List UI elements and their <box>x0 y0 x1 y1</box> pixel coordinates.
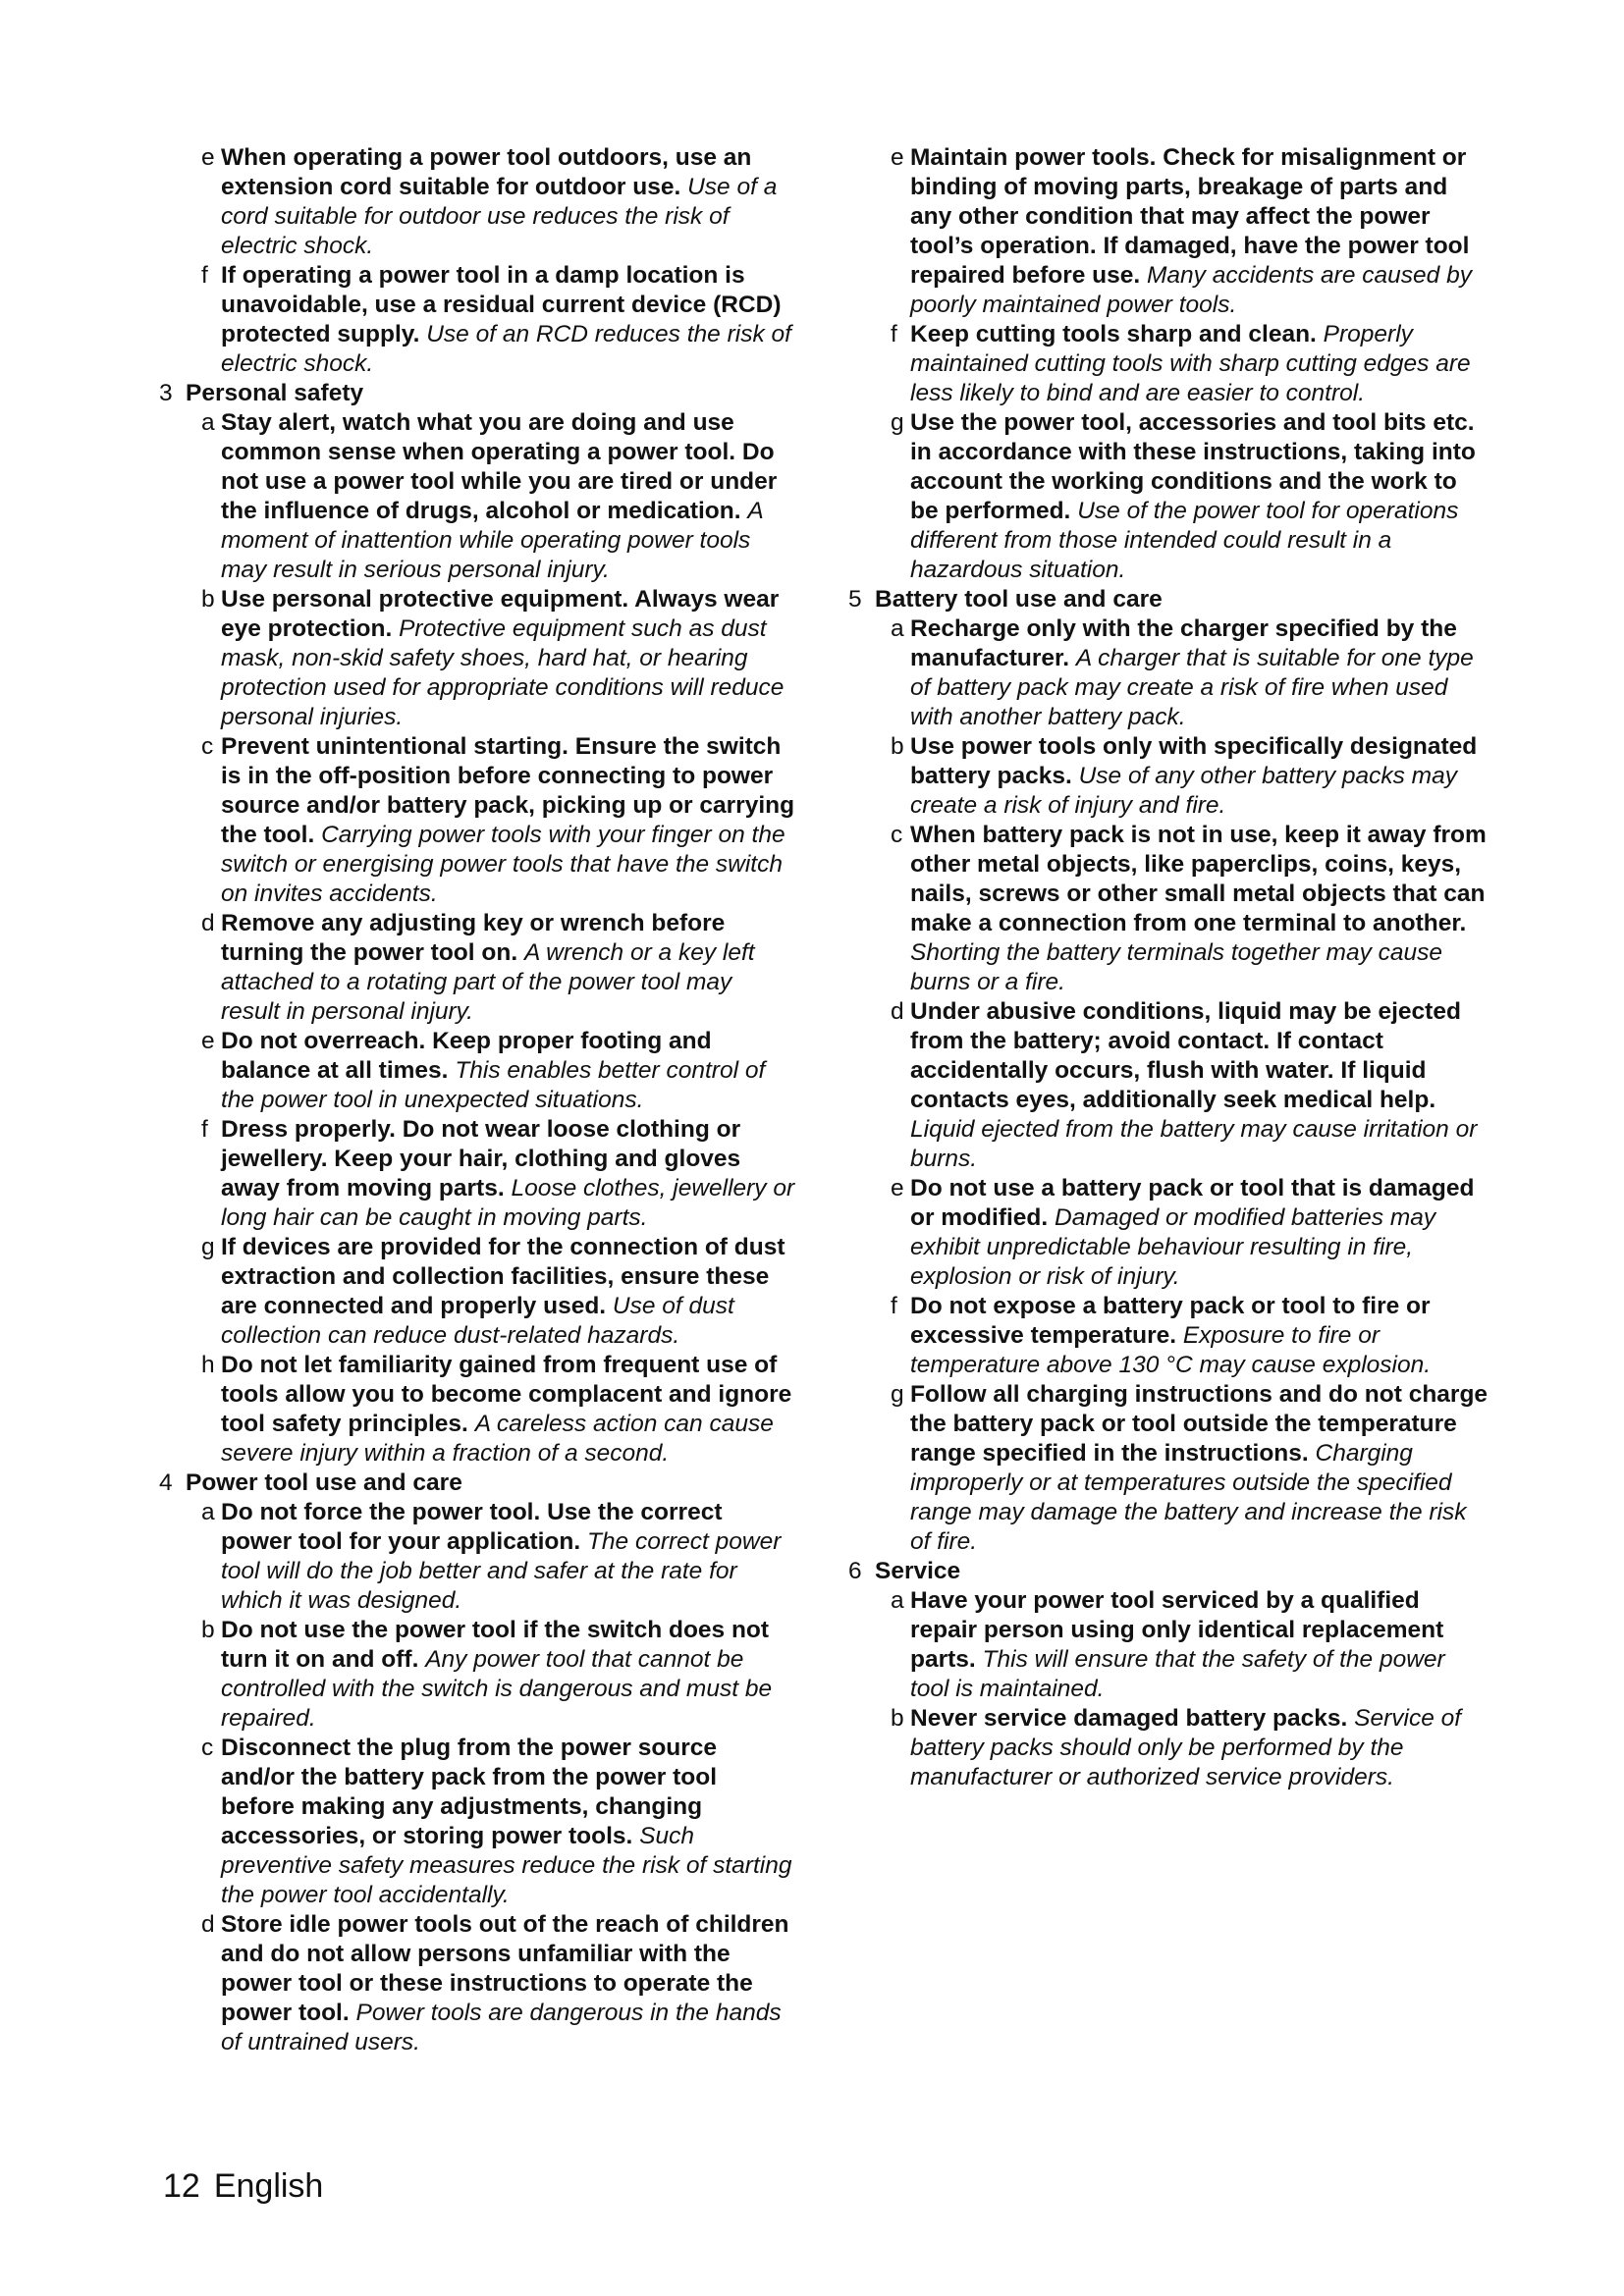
item-body <box>910 614 1490 732</box>
item-instruction: Never service damaged battery packs. <box>910 1705 1348 1732</box>
item-letter: c <box>201 733 214 760</box>
section <box>159 1468 795 2057</box>
list-item <box>891 320 1490 408</box>
item-letter: d <box>201 1911 215 1938</box>
item-letter: b <box>891 1705 904 1732</box>
item-letter: c <box>891 822 903 848</box>
section-number: 5 <box>848 586 862 613</box>
item-explanation: Protective equipment such as dust mask, non-skid safety shoes, hard hat, or hearing protection used for appropriate conditions will reduce personal injuries. <box>221 615 785 730</box>
item-letter: a <box>201 1499 215 1525</box>
item-instruction: Do not let familiarity gained from frequent use of tools allow you to become complacent and ignore tool safety principles. <box>221 1352 792 1437</box>
item-body <box>910 997 1490 1174</box>
list-item <box>201 143 795 261</box>
section <box>848 1557 1490 1792</box>
list-item <box>201 1910 795 2057</box>
list-item <box>891 997 1490 1174</box>
item-explanation: Such preventive safety measures reduce the risk of starting the power tool accidentally. <box>221 1823 792 1908</box>
list-item <box>201 585 795 732</box>
item-instruction: Store idle power tools out of the reach of children and do not allow persons unfamiliar with the power tool or these instructions to operate the power tool. <box>221 1911 789 2026</box>
list-item <box>201 1734 795 1910</box>
list-item <box>201 909 795 1027</box>
item-instruction: Do not expose a battery pack or tool to fire or excessive temperature. <box>910 1293 1431 1349</box>
item-instruction: Do not force the power tool. Use the correct power tool for your application. <box>221 1499 723 1555</box>
item-explanation: Liquid ejected from the battery may cause irritation or burns. <box>910 1116 1478 1172</box>
item-body <box>910 1586 1490 1704</box>
list-item <box>891 1380 1490 1557</box>
item-body <box>910 1704 1490 1792</box>
item-letter: a <box>891 615 904 642</box>
item-letter: g <box>891 409 904 436</box>
item-explanation: Power tools are dangerous in the hands of untrained users. <box>221 2000 782 2056</box>
item-instruction: Recharge only with the charger specified by the manufacturer. <box>910 615 1457 671</box>
page-footer <box>163 2166 337 2206</box>
item-body <box>221 732 795 909</box>
item-letter: d <box>201 910 215 936</box>
list-item <box>891 143 1490 320</box>
list-item <box>891 408 1490 585</box>
item-letter: a <box>201 409 215 436</box>
item-explanation: Shorting the battery terminals together may cause burns or a fire. <box>910 939 1443 995</box>
item-letter: e <box>891 144 904 171</box>
item-letter: e <box>201 144 215 171</box>
item-body <box>910 143 1490 320</box>
item-body <box>910 732 1490 821</box>
item-explanation: Damaged or modified batteries may exhibit unpredictable behaviour resulting in fire, explosion or risk of injury. <box>910 1204 1436 1290</box>
item-letter: f <box>201 1116 208 1143</box>
section-title: Battery tool use and care <box>875 586 1163 613</box>
item-letter: b <box>891 733 904 760</box>
item-instruction: If operating a power tool in a damp location is unavoidable, use a residual current device (RCD) protected supply. <box>221 262 782 347</box>
item-explanation: Loose clothes, jewellery or long hair can be caught in moving parts. <box>221 1175 795 1231</box>
item-body <box>910 408 1490 585</box>
item-body <box>221 143 795 261</box>
footer-language: English <box>213 2167 324 2205</box>
item-letter: c <box>201 1735 214 1761</box>
item-instruction: Have your power tool serviced by a qualified repair person using only identical replacement parts. <box>910 1587 1444 1673</box>
item-body <box>221 1115 795 1233</box>
item-letter: b <box>201 586 215 613</box>
item-instruction: Prevent unintentional starting. Ensure the switch is in the off-position before connecting to power source and/or battery pack, picking up or carrying the tool. <box>221 733 795 848</box>
item-explanation: Use of the power tool for operations different from those intended could result in a hazardous situation. <box>910 498 1459 583</box>
item-explanation: Exposure to fire or temperature above 130 °C may cause explosion. <box>910 1322 1432 1378</box>
item-body <box>221 1027 795 1115</box>
item-explanation: Use of a cord suitable for outdoor use reduces the risk of electric shock. <box>221 174 778 259</box>
section-number: 6 <box>848 1558 862 1584</box>
item-letter: g <box>891 1381 904 1408</box>
item-explanation: Use of an RCD reduces the risk of electric shock. <box>221 321 791 377</box>
item-letter: f <box>891 1293 897 1319</box>
item-instruction: Do not use a battery pack or tool that is damaged or modified. <box>910 1175 1475 1231</box>
item-explanation: Service of battery packs should only be performed by the manufacturer or authorized service providers. <box>910 1705 1462 1790</box>
item-body <box>221 909 795 1027</box>
list-item <box>201 732 795 909</box>
list-item <box>891 1586 1490 1704</box>
list-item <box>201 408 795 585</box>
list-item <box>201 1351 795 1468</box>
item-body <box>221 1734 795 1910</box>
item-instruction: Dress properly. Do not wear loose clothing or jewellery. Keep your hair, clothing and gloves away from moving parts. <box>221 1116 741 1201</box>
item-instruction: Maintain power tools. Check for misalignment or binding of moving parts, breakage of parts and any other condition that may affect the power tool’s operation. If damaged, have the power tool repaired before use. <box>910 144 1470 289</box>
item-letter: g <box>201 1234 215 1260</box>
item-body <box>910 1292 1490 1380</box>
item-body <box>910 320 1490 408</box>
right-column <box>848 143 1490 1792</box>
list-item <box>201 1027 795 1115</box>
item-explanation: This will ensure that the safety of the power tool is maintained. <box>910 1646 1445 1702</box>
item-explanation: Use of dust collection can reduce dust-related hazards. <box>221 1293 734 1349</box>
page-number: 12 <box>163 2167 200 2205</box>
item-instruction: Use personal protective equipment. Always wear eye protection. <box>221 586 780 642</box>
section-title: Service <box>875 1558 961 1584</box>
item-body <box>910 1174 1490 1292</box>
item-explanation: Any power tool that cannot be controlled with the switch is dangerous and must be repaired. <box>221 1646 773 1732</box>
item-explanation: This enables better control of the power tool in unexpected situations. <box>221 1057 766 1113</box>
item-body <box>221 408 795 585</box>
item-instruction: Stay alert, watch what you are doing and use common sense when operating a power tool. Do not use a power tool while you are tired or under the influence of drugs, alcohol or medication. <box>221 409 778 524</box>
item-body <box>910 1380 1490 1557</box>
item-body <box>910 821 1490 997</box>
item-body <box>221 1910 795 2057</box>
list-item <box>201 261 795 379</box>
item-instruction: Keep cutting tools sharp and clean. <box>910 321 1317 347</box>
section-heading <box>159 379 795 408</box>
section <box>848 585 1490 1557</box>
item-instruction: Follow all charging instructions and do not charge the battery pack or tool outside the temperature range specified in the instructions. <box>910 1381 1489 1467</box>
item-letter: d <box>891 998 904 1025</box>
section-title: Personal safety <box>186 380 364 406</box>
list-item <box>201 1115 795 1233</box>
left-column <box>159 143 795 2057</box>
section-heading <box>159 1468 795 1498</box>
list-item <box>201 1233 795 1351</box>
item-instruction: Use power tools only with specifically designated battery packs. <box>910 733 1478 789</box>
item-instruction: Disconnect the plug from the power source and/or the battery pack from the power tool before making any adjustments, changing accessories, or storing power tools. <box>221 1735 718 1849</box>
section <box>159 379 795 1468</box>
list-item <box>891 732 1490 821</box>
item-body <box>221 585 795 732</box>
item-instruction: Do not use the power tool if the switch does not turn it on and off. <box>221 1617 770 1673</box>
item-explanation: Properly maintained cutting tools with sharp cutting edges are less likely to bind and are easier to control. <box>910 321 1471 406</box>
item-explanation: A charger that is suitable for one type of battery pack may create a risk of fire when used with another battery pack. <box>910 645 1474 730</box>
item-body <box>221 1351 795 1468</box>
item-explanation: Carrying power tools with your finger on the switch or energising power tools that have the switch on invites accidents. <box>221 822 785 907</box>
section-heading <box>848 585 1490 614</box>
section-number: 3 <box>159 380 173 406</box>
section-heading <box>848 1557 1490 1586</box>
item-body <box>221 1616 795 1734</box>
item-instruction: When operating a power tool outdoors, use an extension cord suitable for outdoor use. <box>221 144 752 200</box>
item-letter: h <box>201 1352 215 1378</box>
item-instruction: Under abusive conditions, liquid may be ejected from the battery; avoid contact. If contact accidentally occurs, flush with water. If liquid contacts eyes, additionally seek medical help. <box>910 998 1461 1113</box>
item-explanation: The correct power tool will do the job better and safer at the rate for which it was designed. <box>221 1528 782 1614</box>
item-explanation: Charging improperly or at temperatures outside the specified range may damage the battery and increase the risk of fire. <box>910 1440 1467 1555</box>
list-item <box>201 1616 795 1734</box>
item-explanation: A careless action can cause severe injury within a fraction of a second. <box>221 1411 774 1467</box>
item-letter: f <box>201 262 208 289</box>
item-letter: e <box>891 1175 904 1201</box>
list-item <box>201 1498 795 1616</box>
section-number: 4 <box>159 1469 173 1496</box>
item-letter: b <box>201 1617 215 1643</box>
item-explanation: Many accidents are caused by poorly maintained power tools. <box>910 262 1472 318</box>
list-item <box>891 1174 1490 1292</box>
list-item <box>891 1292 1490 1380</box>
item-explanation: A moment of inattention while operating power tools may result in serious personal injury. <box>221 498 763 583</box>
item-instruction: Use the power tool, accessories and tool bits etc. in accordance with these instructions, taking into account the working conditions and the work to be performed. <box>910 409 1476 524</box>
list-item <box>891 1704 1490 1792</box>
item-letter: f <box>891 321 897 347</box>
item-letter: e <box>201 1028 215 1054</box>
item-body <box>221 1498 795 1616</box>
item-instruction: Remove any adjusting key or wrench before turning the power tool on. <box>221 910 726 966</box>
item-letter: a <box>891 1587 904 1614</box>
item-instruction: If devices are provided for the connection of dust extraction and collection facilities, ensure these are connected and properly used. <box>221 1234 785 1319</box>
item-instruction: When battery pack is not in use, keep it away from other metal objects, like paperclips, coins, keys, nails, screws or other small metal objects that can make a connection from one terminal to another. <box>910 822 1487 936</box>
item-instruction: Do not overreach. Keep proper footing and balance at all times. <box>221 1028 712 1084</box>
item-explanation: Use of any other battery packs may create a risk of injury and fire. <box>910 763 1457 819</box>
item-body <box>221 261 795 379</box>
item-body <box>221 1233 795 1351</box>
item-explanation: A wrench or a key left attached to a rotating part of the power tool may result in personal injury. <box>221 939 755 1025</box>
list-item <box>891 614 1490 732</box>
section-title: Power tool use and care <box>186 1469 462 1496</box>
list-item <box>891 821 1490 997</box>
